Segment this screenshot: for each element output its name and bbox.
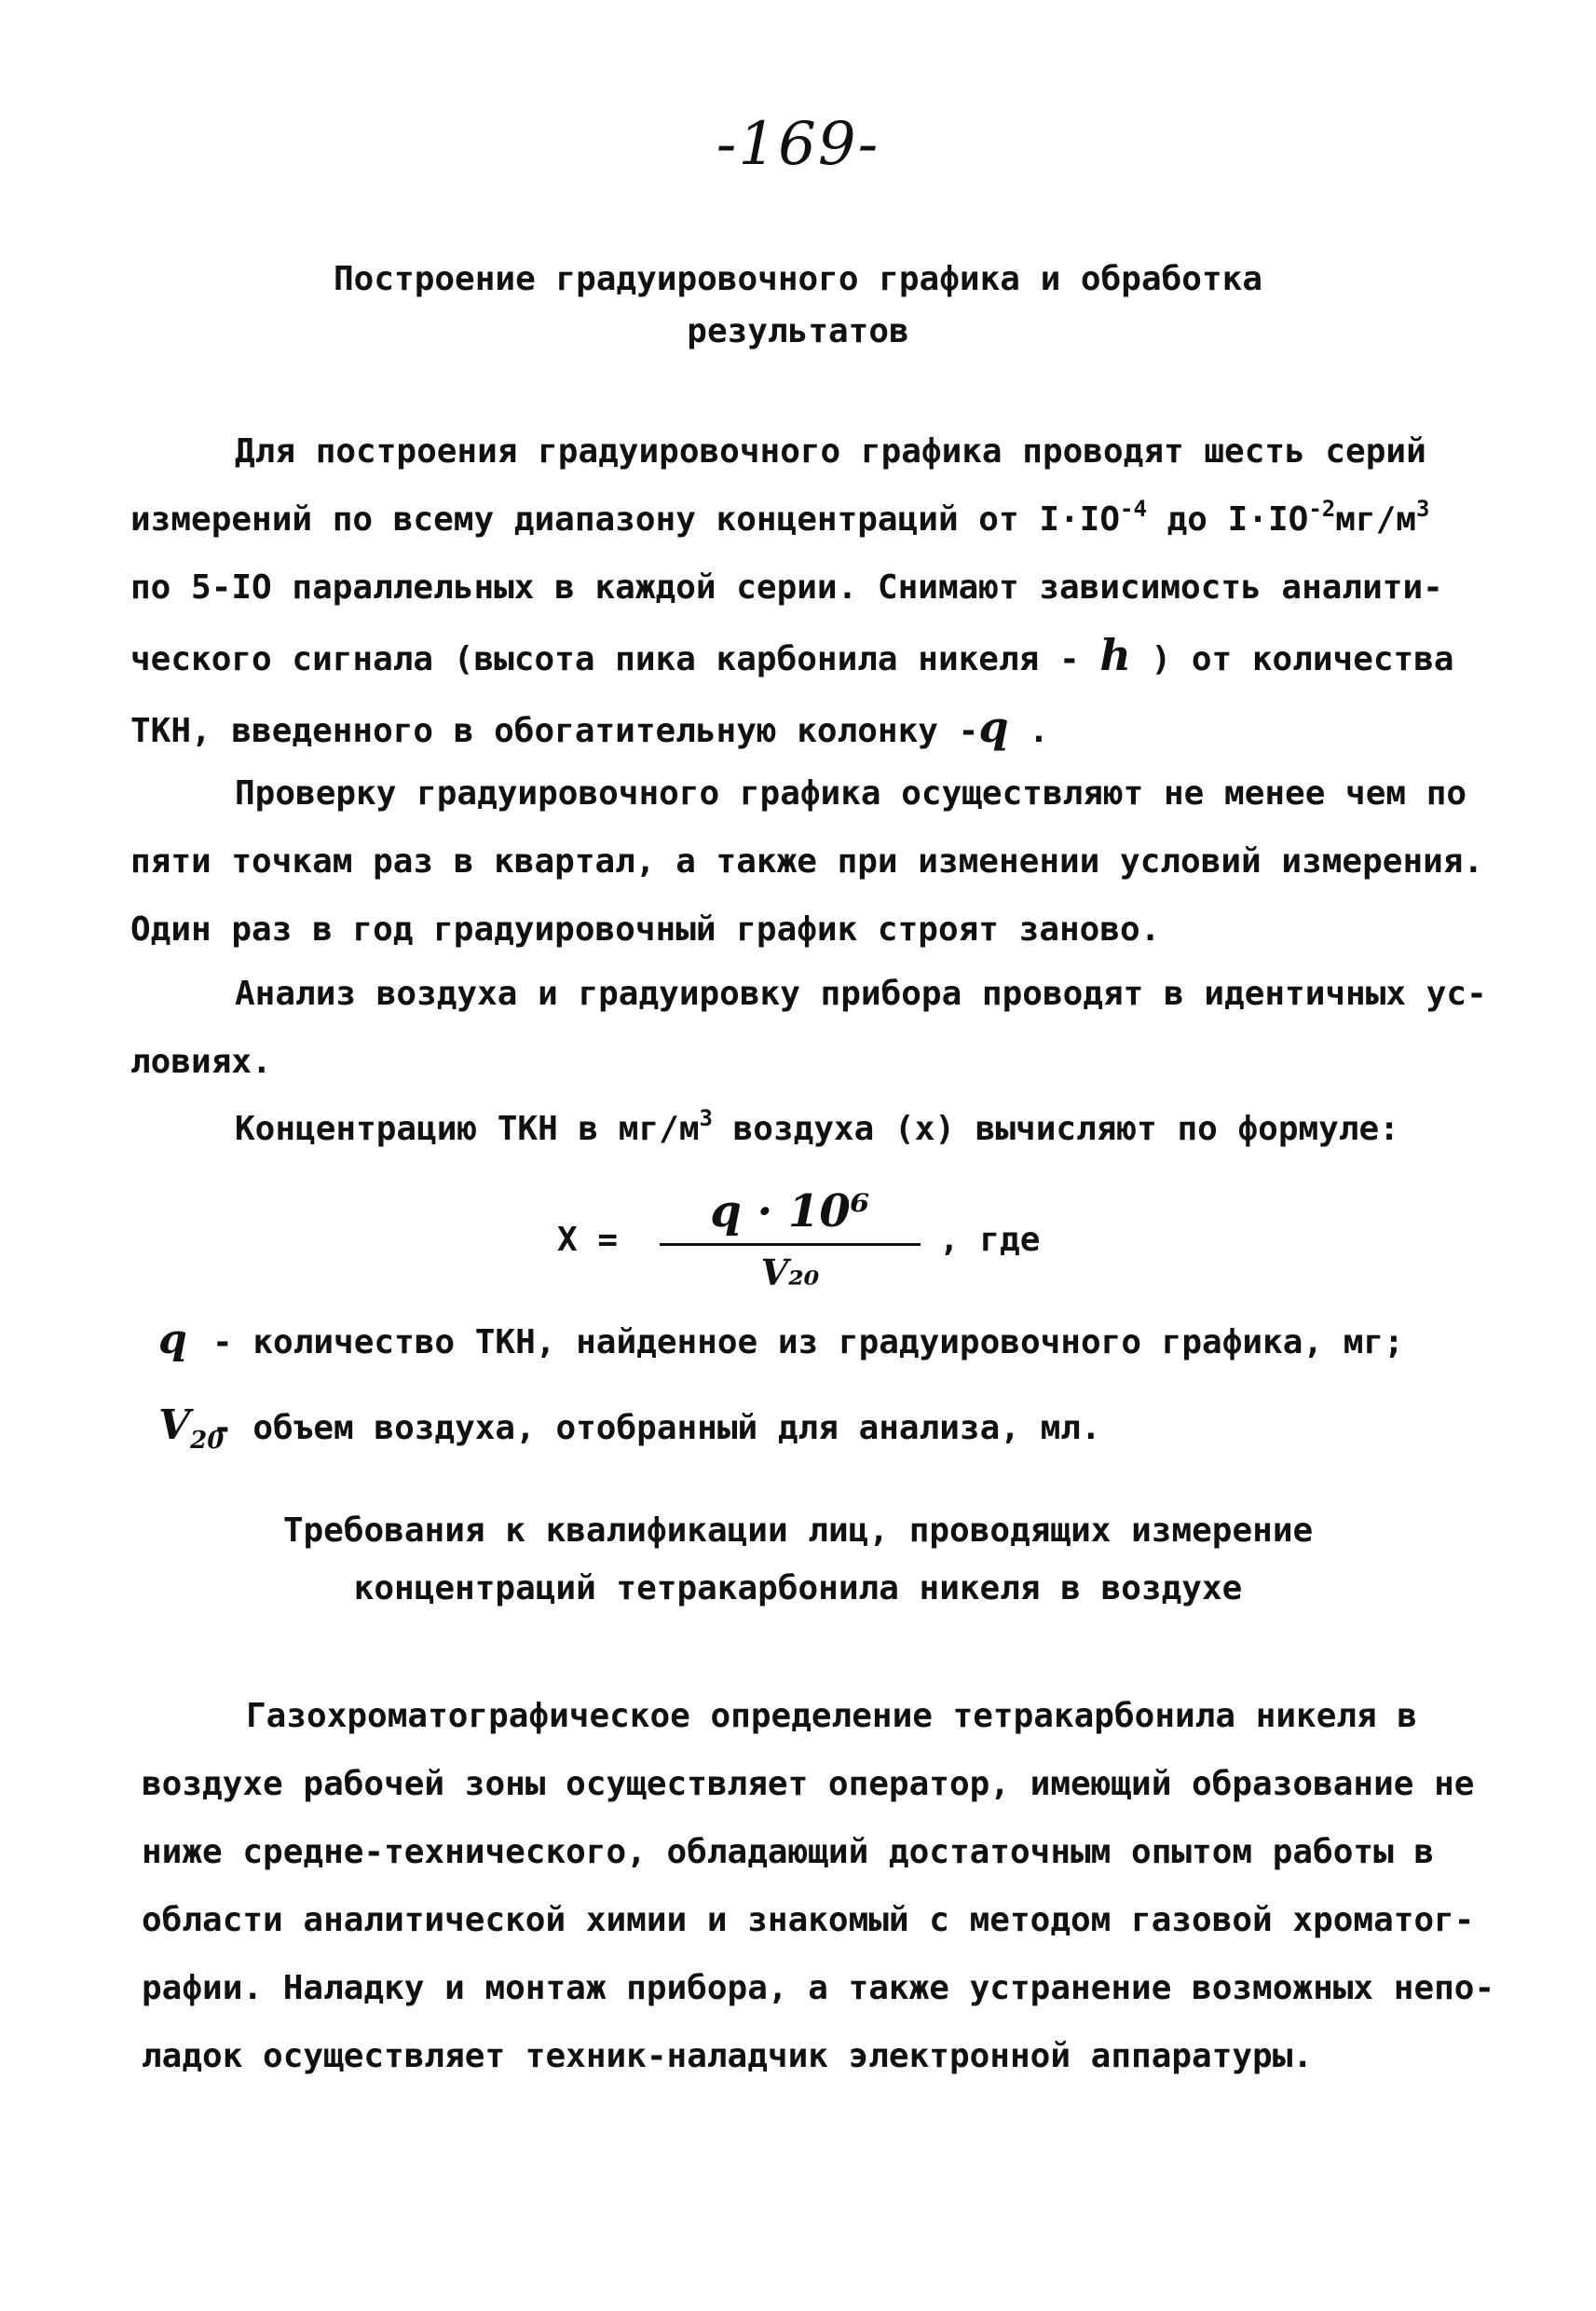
text-line: пяти точкам раз в квартал, а также при изменении условий измерения.	[130, 842, 1484, 881]
text-line: Газохроматографическое определение тетракарбонила никеля в	[246, 1697, 1418, 1735]
text-line: Проверку градуировочного графика осуществляют не менее чем по	[235, 774, 1467, 813]
text-line: воздухе рабочей зоны осуществляет оператор, имеющий образование не	[142, 1765, 1475, 1803]
definition-symbol: $V_{20}$	[158, 1401, 225, 1455]
text-line: ловиях.	[130, 1043, 272, 1081]
section-title-calibration	[0, 253, 1596, 358]
formula-where: , где	[939, 1221, 1041, 1259]
section-title-line: Требования к квалификации лиц, проводящих измерение	[282, 1511, 1314, 1550]
quantity-symbol: q	[978, 702, 1009, 752]
text-line: ческого сигнала (высота пика карбонила никеля - h ) от количества	[130, 630, 1454, 680]
formula-fraction	[660, 1183, 921, 1296]
paragraph-calibration-check	[130, 759, 1484, 964]
section-title-line: Построение градуировочного графика и обработка	[334, 260, 1262, 298]
text-line: ладок осуществляет техник-наладчик электронной аппаратуры.	[142, 2037, 1314, 2075]
paragraph-operator-requirements	[142, 1682, 1495, 2090]
text-line: измерений по всему диапазону концентраций от $I\cdot IO^{-4}$ до $I\cdot IO^{-2}мг/м^3$	[130, 496, 1430, 539]
page-number: -169-	[716, 110, 880, 179]
text-line: области аналитической химии и знакомый с методом газовой хроматог-	[142, 1901, 1475, 1939]
formula-denominator: V₂₀	[760, 1251, 820, 1293]
text-line: Один раз в год градуировочный график строят заново.	[130, 910, 1161, 949]
paragraph-identical-conditions	[130, 960, 1487, 1096]
definition-symbol: q	[158, 1316, 187, 1363]
definition-item	[158, 1305, 1404, 1390]
text-line: ниже средне-технического, обладающий достаточным опытом работы в	[142, 1833, 1435, 1871]
text-line: ТКН, введенного в обогатительную колонку -q .	[130, 702, 1049, 752]
section-title-line: концентраций тетракарбонила никеля в воздухе	[353, 1569, 1243, 1607]
fraction-bar	[660, 1243, 921, 1246]
definition-text: - объем воздуха, отобранный для анализа, мл.	[212, 1408, 1101, 1447]
formula-definitions	[158, 1305, 1404, 1476]
formula-lhs: X =	[557, 1221, 619, 1259]
text-line: по 5-IO параллельных в каждой серии. Снимают зависимость аналити-	[130, 568, 1443, 607]
formula-numerator: q · 10⁶	[710, 1185, 870, 1238]
definition-text: - количество ТКН, найденное из градуировочного графика, мг;	[212, 1323, 1404, 1361]
text-line: рафии. Наладку и монтаж прибора, а также устранение возможных непо-	[142, 1969, 1495, 2007]
section-title-qualification	[0, 1502, 1596, 1618]
text-line: Анализ воздуха и градуировку прибора проводят в идентичных ус-	[235, 975, 1487, 1013]
peak-height-symbol: h	[1099, 630, 1131, 680]
definition-item	[158, 1390, 1404, 1476]
paragraph-calibration-series	[130, 417, 1472, 765]
text-line: Концентрацию ТКН в $мг/м^3$ воздуха (x) вычисляют по формуле:	[235, 1105, 1399, 1148]
section-title-line: результатов	[687, 312, 909, 350]
text-line: Для построения градуировочного графика проводят шесть серий	[235, 432, 1426, 471]
paragraph-formula-intro	[130, 1095, 1472, 1163]
